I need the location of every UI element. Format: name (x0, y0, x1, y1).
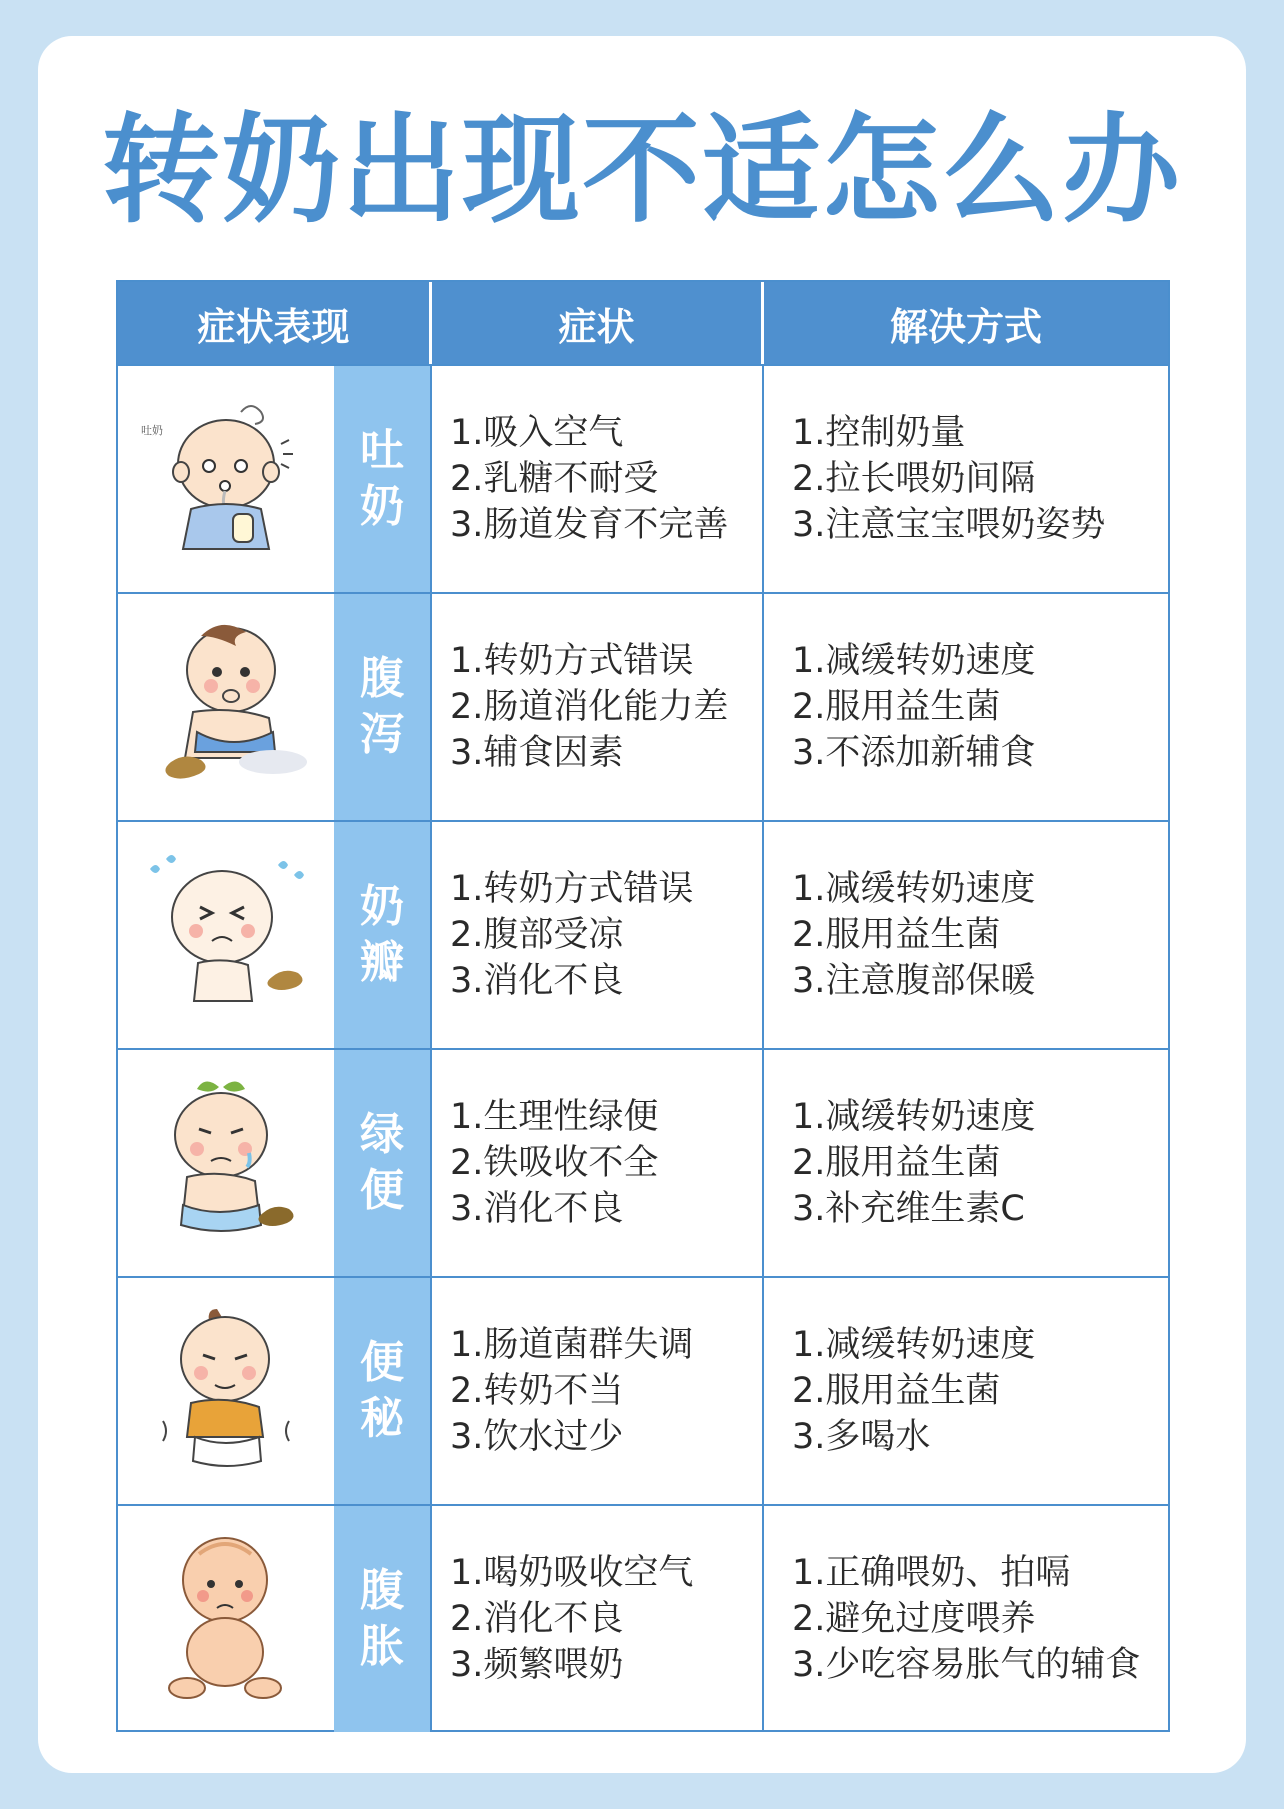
row-illustration (118, 1278, 334, 1504)
symptom-name (334, 1278, 432, 1504)
cause-item: 1.吸入空气 (450, 413, 624, 453)
symptom-name-char: 腹 (360, 1565, 404, 1616)
symptom-name (334, 1050, 432, 1276)
causes-list (432, 366, 764, 592)
solution-item: 3.不添加新辅食 (792, 733, 1036, 773)
solution-item: 3.补充维生素C (792, 1189, 1025, 1229)
cause-item: 2.消化不良 (450, 1599, 624, 1639)
cause-item: 3.消化不良 (450, 1189, 624, 1229)
title-part2: 怎么办 (822, 101, 1183, 239)
solution-item: 3.少吃容易胀气的辅食 (792, 1645, 1141, 1685)
solutions-list (764, 1278, 1168, 1504)
baby-constipation-icon (151, 1301, 301, 1481)
cause-item: 2.铁吸收不全 (450, 1143, 659, 1183)
row-illustration (118, 822, 334, 1048)
solutions-list (764, 822, 1168, 1048)
table-row (118, 592, 1168, 820)
cause-item: 2.肠道消化能力差 (450, 687, 729, 727)
solutions-list (764, 594, 1168, 820)
causes-list (432, 1278, 764, 1504)
causes-list (432, 1506, 764, 1732)
table-row (118, 1504, 1168, 1732)
symptom-name-char: 奶 (360, 481, 404, 532)
cause-item: 3.辅食因素 (450, 733, 624, 773)
symptom-name-char: 瓣 (360, 937, 404, 988)
baby-spit-up-icon (141, 394, 311, 564)
solutions-list (764, 1506, 1168, 1732)
solution-item: 1.减缓转奶速度 (792, 869, 1036, 909)
header-solutions: 解决方式 (764, 282, 1168, 364)
solution-item: 1.减缓转奶速度 (792, 1097, 1036, 1137)
symptom-name-char: 奶 (360, 881, 404, 932)
pic-label: 吐奶 (141, 424, 163, 437)
solution-item: 1.正确喂奶、拍嗝 (792, 1553, 1071, 1593)
symptom-name (334, 366, 432, 592)
symptom-name (334, 822, 432, 1048)
cause-item: 1.肠道菌群失调 (450, 1325, 694, 1365)
symptom-name-char: 便 (360, 1337, 404, 1388)
row-illustration (118, 1050, 334, 1276)
table-row (118, 820, 1168, 1048)
cause-item: 2.乳糖不耐受 (450, 459, 659, 499)
symptom-name-char: 腹 (360, 653, 404, 704)
solution-item: 3.注意宝宝喂奶姿势 (792, 505, 1106, 545)
solution-item: 2.避免过度喂养 (792, 1599, 1036, 1639)
cause-item: 3.饮水过少 (450, 1417, 624, 1457)
symptom-name-char: 绿 (360, 1109, 404, 1160)
solution-item: 2.服用益生菌 (792, 687, 1001, 727)
solution-item: 2.服用益生菌 (792, 1143, 1001, 1183)
cause-item: 1.喝奶吸收空气 (450, 1553, 694, 1593)
cause-item: 2.腹部受凉 (450, 915, 624, 955)
symptom-table (116, 280, 1170, 1732)
page-title (38, 100, 1246, 240)
cause-item: 1.生理性绿便 (450, 1097, 659, 1137)
solutions-list (764, 1050, 1168, 1276)
solution-item: 2.服用益生菌 (792, 1371, 1001, 1411)
row-illustration (118, 1506, 334, 1732)
cause-item: 3.频繁喂奶 (450, 1645, 624, 1685)
baby-crying-icon (136, 845, 316, 1025)
cause-item: 3.肠道发育不完善 (450, 505, 729, 545)
baby-diarrhea-icon (141, 612, 311, 802)
cause-item: 2.转奶不当 (450, 1371, 624, 1411)
baby-green-stool-icon (141, 1073, 311, 1253)
causes-list (432, 1050, 764, 1276)
symptom-name-char: 秘 (360, 1393, 404, 1444)
solution-item: 2.拉长喂奶间隔 (792, 459, 1036, 499)
title-highlight-wrap (582, 100, 822, 240)
causes-list (432, 822, 764, 1048)
solutions-list (764, 366, 1168, 592)
table-header (118, 282, 1168, 364)
solution-item: 2.服用益生菌 (792, 915, 1001, 955)
row-illustration (118, 594, 334, 820)
solution-item: 1.控制奶量 (792, 413, 966, 453)
header-causes: 症状 (432, 282, 764, 364)
title-part1: 转奶出现 (101, 101, 582, 239)
row-illustration (118, 366, 334, 592)
table-row (118, 1276, 1168, 1504)
cause-item: 3.消化不良 (450, 961, 624, 1001)
title-highlight: 不适 (581, 101, 822, 239)
baby-bloating-icon (151, 1524, 301, 1714)
causes-list (432, 594, 764, 820)
symptom-name-char: 吐 (360, 425, 404, 476)
symptom-name (334, 594, 432, 820)
solution-item: 3.多喝水 (792, 1417, 931, 1457)
solution-item: 1.减缓转奶速度 (792, 641, 1036, 681)
table-row (118, 364, 1168, 592)
symptom-name (334, 1506, 432, 1732)
solution-item: 3.注意腹部保暖 (792, 961, 1036, 1001)
symptom-name-char: 便 (360, 1165, 404, 1216)
table-row (118, 1048, 1168, 1276)
cause-item: 1.转奶方式错误 (450, 869, 694, 909)
symptom-name-char: 胀 (360, 1621, 404, 1672)
solution-item: 1.减缓转奶速度 (792, 1325, 1036, 1365)
cause-item: 1.转奶方式错误 (450, 641, 694, 681)
symptom-name-char: 泻 (360, 709, 404, 760)
header-symptom-type: 症状表现 (118, 282, 432, 364)
